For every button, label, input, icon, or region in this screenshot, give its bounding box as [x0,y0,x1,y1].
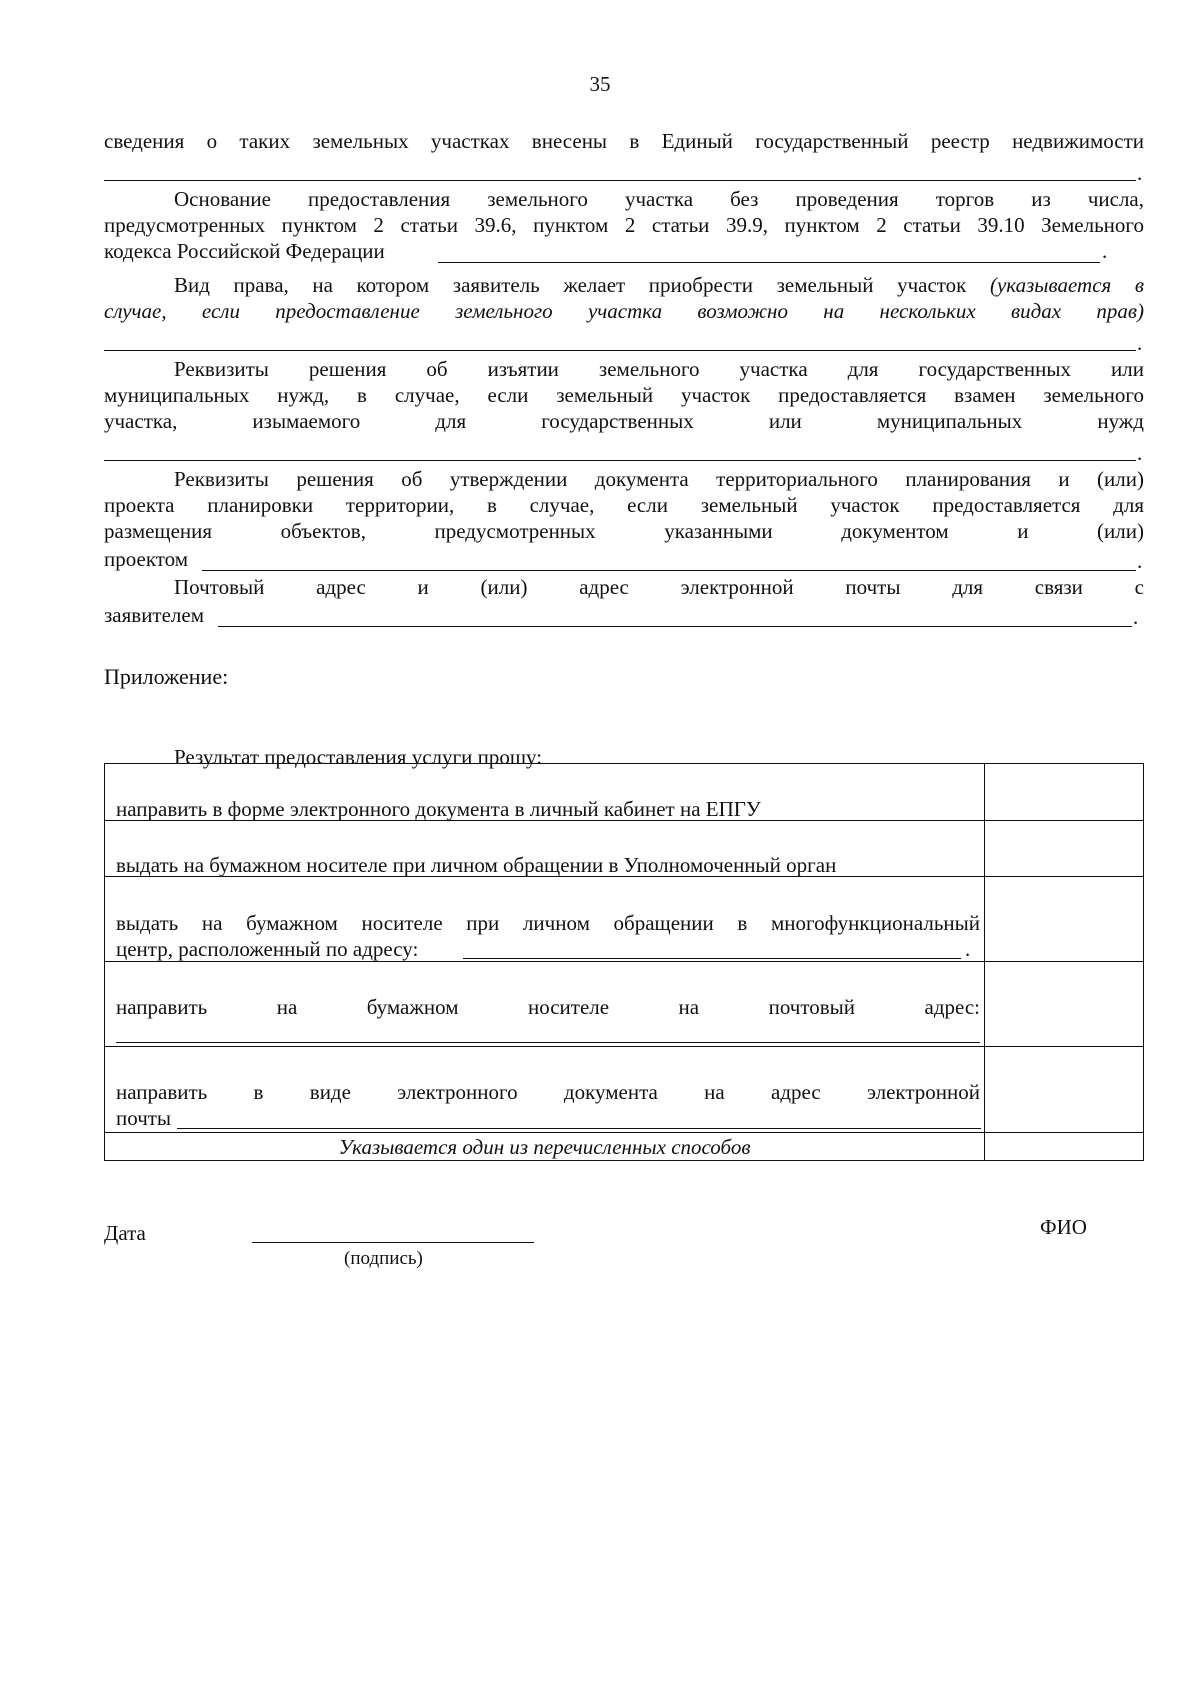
contact-line-2: заявителем [104,603,205,627]
line-end-dot: . [965,937,971,961]
basis-line-3: кодекса Российской Федерации [104,239,385,263]
option-text: направить на бумажном носителе на почтовый адрес: [116,995,980,1019]
fill-line-withdrawal[interactable] [104,460,1136,461]
option-checkbox-5[interactable] [985,1046,1143,1132]
fill-line-mfc-address[interactable] [463,958,961,959]
option-text: выдать на бумажном носителе при личном обращении в многофункциональный [116,911,980,935]
attachment-label: Приложение: [104,664,229,689]
planning-line-3: размещения объектов, предусмотренных указанными документом и (или) [104,519,1144,543]
planning-line-1: Реквизиты решения об утверждении документа территориального планирования и (или) [174,467,1144,491]
line-end-dot: . [1137,161,1143,185]
planning-line-2: проекта планировки территории, в случае, если земельный участок предоставляется для [104,493,1144,517]
right-type-text: Вид права, на котором заявитель желает приобрести земельный участок [174,273,967,297]
contact-line-1: Почтовый адрес и (или) адрес электронной почты для связи с [174,575,1144,599]
option-email [116,1079,980,1131]
option-text: направить в виде электронного документа на адрес электронной [116,1080,980,1104]
option-text: центр, расположенный по адресу: [116,937,419,961]
fill-line-planning[interactable] [202,570,1136,571]
option-checkbox-3[interactable] [985,876,1143,961]
date-label: Дата [104,1221,146,1245]
fill-line-cadastral[interactable] [104,180,1136,181]
page-number: 35 [589,72,611,96]
fill-line-post-address[interactable] [116,1042,980,1043]
option-paper-authority [116,852,980,878]
signature-line[interactable] [252,1242,534,1243]
line-end-dot: . [1137,441,1143,465]
withdrawal-line-2: муниципальных нужд, в случае, если земельный участок предоставляется взамен земельного [104,383,1144,407]
result-options-table [104,763,1144,1161]
option-checkbox-1[interactable] [985,764,1143,820]
option-text: выдать на бумажном носителе при личном обращении в Уполномоченный орган [116,853,837,877]
withdrawal-line-1: Реквизиты решения об изъятии земельного участка для государственных или [174,357,1144,381]
option-electronic-cabinet [116,796,980,822]
option-paper-mfc [116,910,980,962]
line-end-dot: . [1137,331,1143,355]
option-text: почты [116,1106,172,1130]
fill-line-right-type[interactable] [104,350,1136,351]
right-type-line-1 [174,272,1144,298]
right-type-note: (указывается в [989,273,1144,297]
signature-caption: (подпись) [344,1248,423,1269]
basis-line-1: Основание предоставления земельного участка без проведения торгов из числа, [174,187,1144,211]
option-checkbox-4[interactable] [985,961,1143,1046]
option-checkbox-2[interactable] [985,820,1143,876]
option-text: направить в форме электронного документа в личный кабинет на ЕПГУ [116,797,761,821]
basis-line-2: предусмотренных пунктом 2 статьи 39.6, пунктом 2 статьи 39.9, пунктом 2 статьи 39.10 Земельного [104,213,1144,237]
fio-label: ФИО [1040,1215,1087,1239]
right-type-line-2: случае, если предоставление земельного участка возможно на нескольких видах прав) [104,299,1144,323]
result-label: Результат предоставления услуги прошу: [174,745,543,769]
intro-line: сведения о таких земельных участках внесены в Единый государственный реестр недвижимости [104,129,1144,153]
fill-line-contact[interactable] [218,626,1132,627]
option-paper-post [116,994,980,1020]
table-note: Указывается один из перечисленных способов [338,1135,751,1159]
fill-line-email[interactable] [177,1128,981,1129]
row-divider [105,1132,1143,1133]
line-end-dot: . [1102,239,1108,263]
planning-line-4: проектом [104,547,189,571]
withdrawal-line-3: участка, изымаемого для государственных или муниципальных нужд [104,409,1144,433]
line-end-dot: . [1133,605,1139,629]
fill-line-basis[interactable] [438,262,1100,263]
line-end-dot: . [1137,549,1143,573]
